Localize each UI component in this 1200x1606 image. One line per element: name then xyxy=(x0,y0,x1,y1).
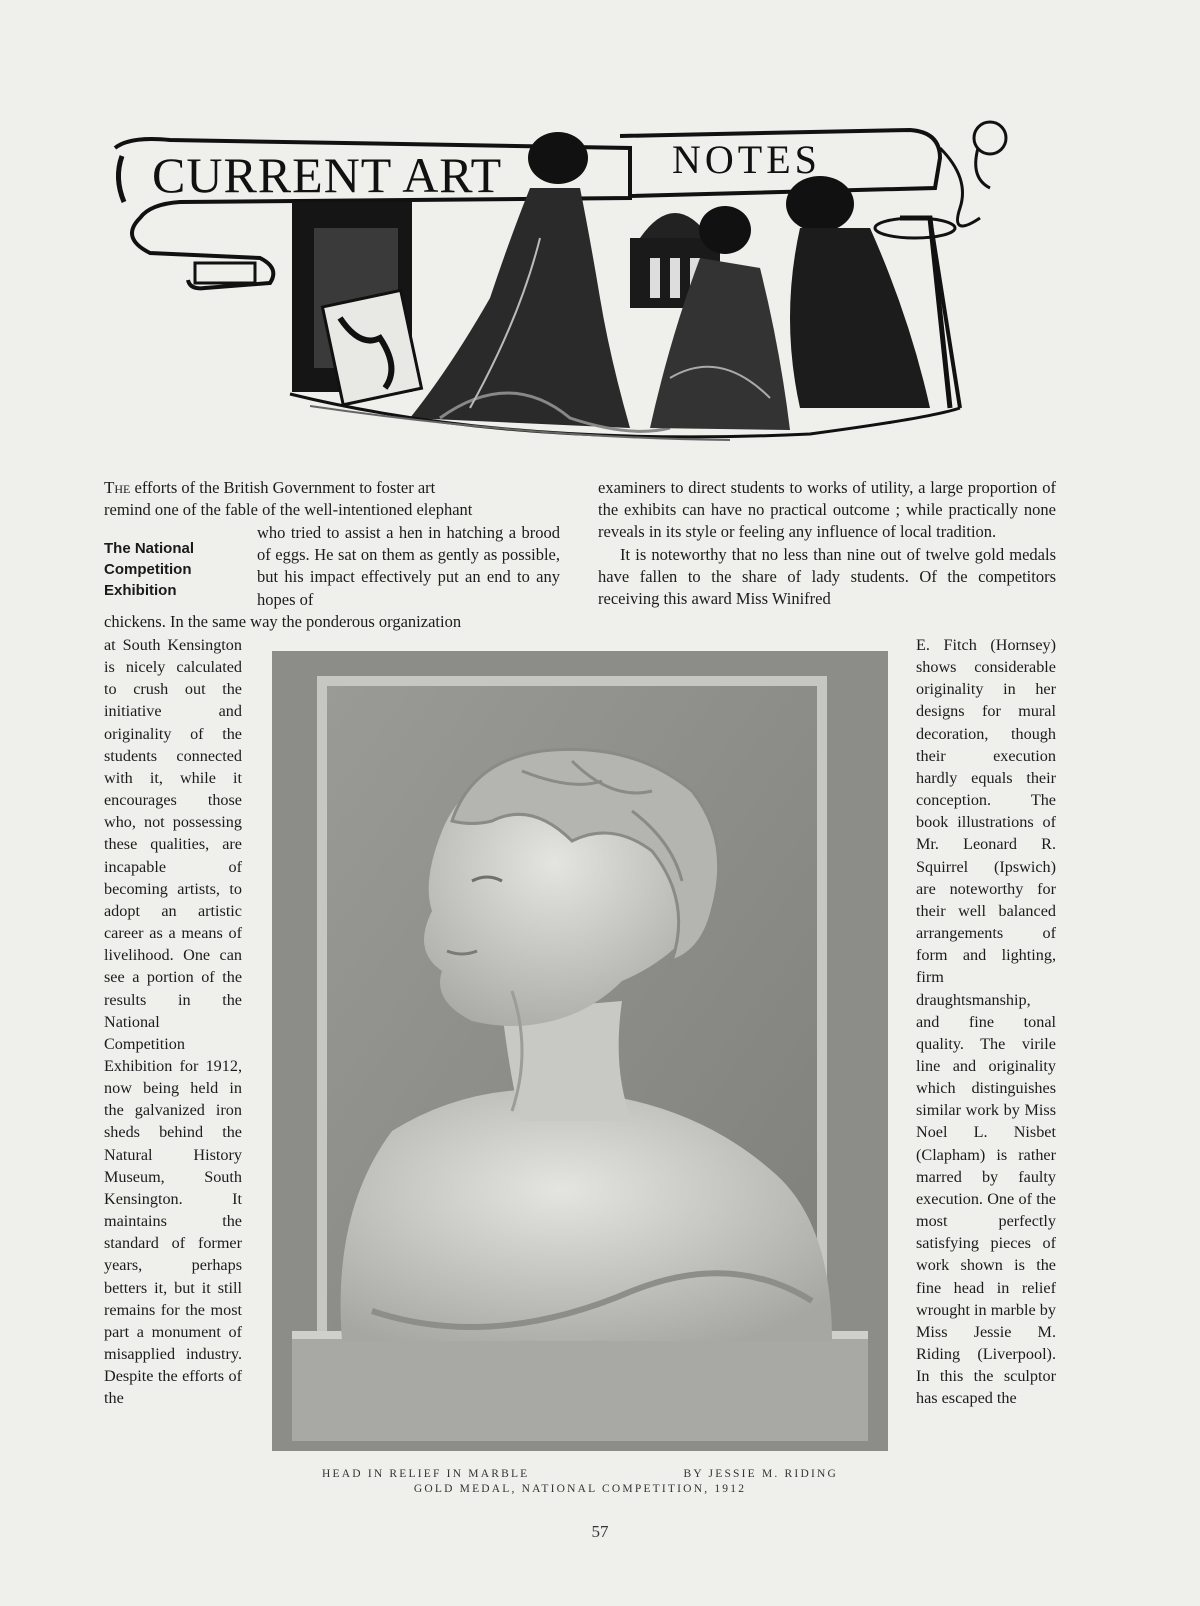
sidenote-heading xyxy=(104,538,244,601)
sidenote-line-3: Exhibition xyxy=(104,582,177,599)
page-number: 57 xyxy=(591,1522,609,1541)
right-column-top xyxy=(598,477,1056,610)
banner-title-left: CURRENT ART xyxy=(152,147,503,203)
caption-artist: BY JESSIE M. RIDING xyxy=(683,1468,838,1480)
intro-line-1 xyxy=(104,477,560,499)
relief-photograph xyxy=(272,651,888,1451)
plate-caption xyxy=(300,1468,860,1495)
text-beside-sidenote: who tried to assist a hen in hatching a brood of eggs. He sat on them as gently as possible, but his impact effectively put an end to any hopes of xyxy=(257,523,560,609)
intro-dropword: The xyxy=(104,478,131,497)
sidenote-line-1: The National xyxy=(104,540,195,557)
caption-title: HEAD IN RELIEF IN MARBLE xyxy=(322,1468,530,1480)
right-paragraph-2: It is noteworthy that no less than nine out of twelve gold medals have fallen to the share of lady students. Of the competitors receiving this award Miss Winifred xyxy=(598,544,1056,609)
narrow-column-left: at South Kensington is nicely calculated to crush out the initiative and originality of the students connected with it, while it encourages those who, not possessing these qualities, are incapable of becoming artists, to adopt an artistic career as a means of livelihood. One can see a portion of the results in the National Competition Exhibition for 1912, now being held in the galvanized iron sheds behind the Natural History Museum, South Kensington. It maintains the standard of former years, perhaps betters it, but it still remains for the most part a monument of misapplied industry. Despite the efforts of the xyxy=(104,636,242,1408)
intro-line-1-rest: efforts of the British Government to foster art xyxy=(130,478,436,497)
text-full-line: chickens. In the same way the ponderous organization xyxy=(104,612,462,631)
narrow-column-right: E. Fitch (Hornsey) shows considerable originality in her designs for mural decoration, though their execution hardly equals their conception. The book illustrations of Mr. Leonard R. Squirrel (Ipswich) are noteworthy for their well balanced arrangements of form and lighting, firm draughtsmanship, and fine tonal quality. The virile line and originality which distinguishes similar work by Miss Noel L. Nisbet (Clapham) is rather marred by faulty execution. One of the most perfectly satisfying pieces of work shown is the fine head in relief wrought in marble by Miss Jessie M. Riding (Liverpool). In this the sculptor has escaped the xyxy=(916,636,1056,1408)
caption-row-1 xyxy=(300,1468,860,1480)
intro-paragraph xyxy=(104,477,560,521)
sidenote-line-2: Competition xyxy=(104,561,192,578)
banner-title-right: NOTES xyxy=(672,137,821,182)
intro-line-2: remind one of the fable of the well-intentioned elephant xyxy=(104,500,473,520)
right-paragraph-1: examiners to direct students to works of utility, a large proportion of the exhibits can have no practical outcome ; while practically none reveals in its style or feeling any influence of local tradition. xyxy=(598,478,1056,542)
caption-award: GOLD MEDAL, NATIONAL COMPETITION, 1912 xyxy=(413,1483,747,1495)
